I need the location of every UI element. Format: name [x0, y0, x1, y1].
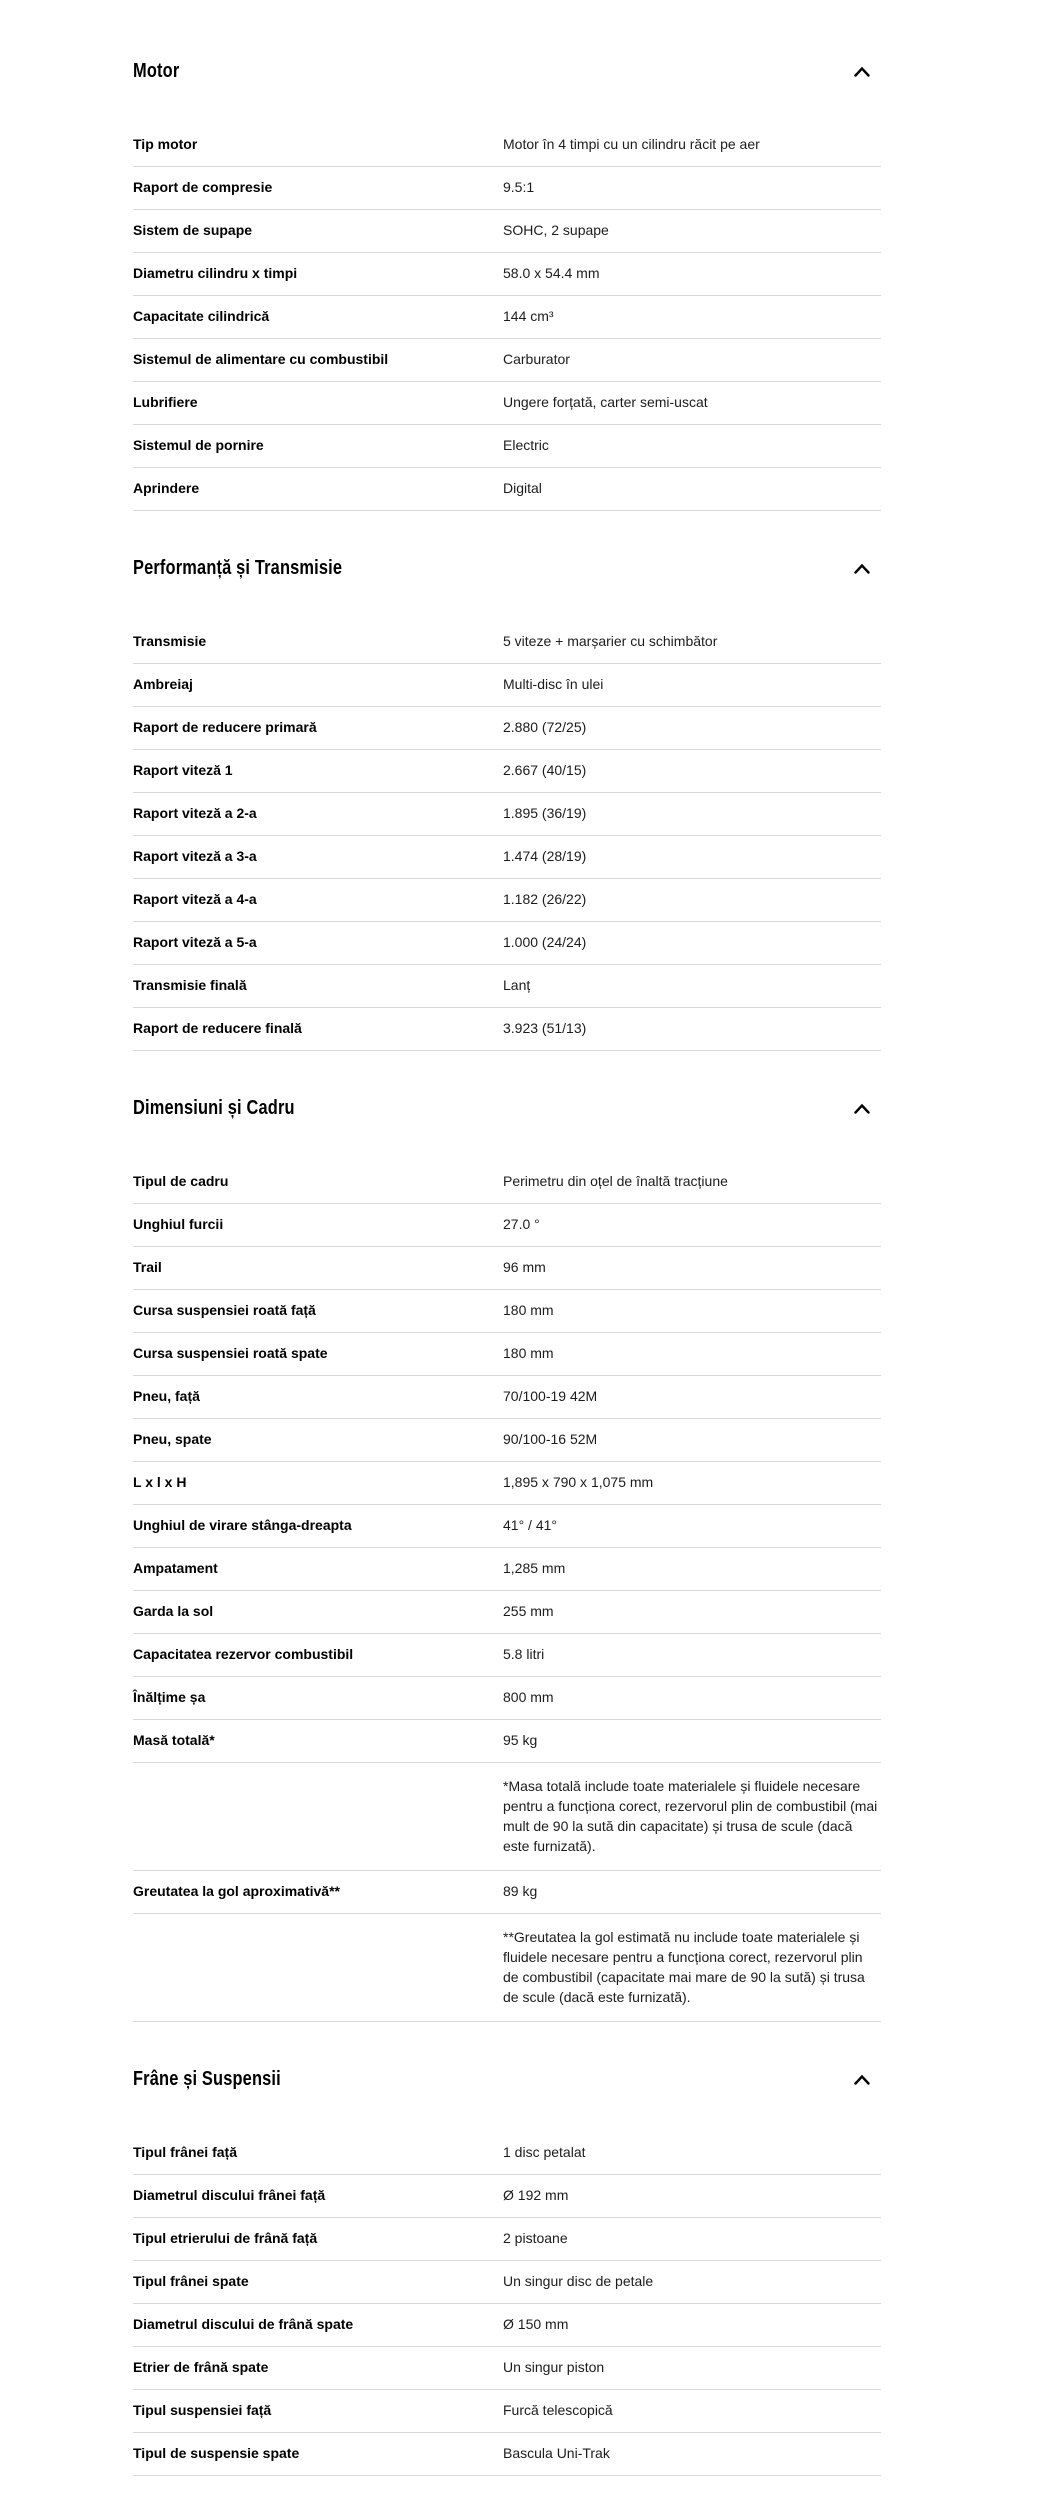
spec-row — [133, 2132, 881, 2175]
spec-label: L x l x H — [133, 1474, 187, 1490]
spec-value: 180 mm — [503, 1302, 554, 1318]
spec-value: 1.474 (28/19) — [503, 848, 587, 864]
spec-row — [133, 879, 881, 922]
spec-row — [133, 1634, 881, 1677]
spec-row — [133, 836, 881, 879]
spec-value: 89 kg — [503, 1883, 538, 1899]
spec-value: 5 viteze + marșarier cu schimbător — [503, 633, 718, 649]
spec-label: Pneu, față — [133, 1388, 200, 1404]
spec-value: SOHC, 2 supape — [503, 222, 609, 238]
spec-row — [133, 1591, 881, 1634]
spec-value: **Greutatea la gol estimată nu include toate materialele și fluidele necesare pentru a funcționa corect, rezervorul plin de combustibil (capacitate mai mare de 90 la sută) și trusa de scule (dacă este furnizată). — [503, 1929, 865, 2005]
spec-value: 2 pistoane — [503, 2230, 568, 2246]
spec-value: 70/100-19 42M — [503, 1388, 598, 1404]
spec-label: Raport viteză a 4-a — [133, 891, 257, 907]
collapse-section-button[interactable] — [854, 563, 870, 574]
spec-row — [133, 1333, 881, 1376]
spec-value: Ø 150 mm — [503, 2316, 569, 2332]
spec-label: Lubrifiere — [133, 394, 198, 410]
spec-row — [133, 664, 881, 707]
spec-label: Raport viteză a 3-a — [133, 848, 257, 864]
spec-row — [133, 1290, 881, 1333]
spec-value: 1,895 x 790 x 1,075 mm — [503, 1474, 654, 1490]
spec-row — [133, 2390, 881, 2433]
spec-label: Capacitate cilindrică — [133, 308, 270, 324]
spec-value: 2.880 (72/25) — [503, 719, 587, 735]
spec-value: *Masa totală include toate materialele și fluidele necesare pentru a funcționa corect, rezervorul plin de combustibil (mai mult de 90 la sută din capacitate) și trusa de scule (dacă este furnizată). — [503, 1778, 878, 1854]
spec-row — [133, 167, 881, 210]
section-header[interactable] — [133, 1051, 881, 1161]
spec-value: Digital — [503, 480, 542, 496]
section-rows — [133, 2132, 881, 2476]
spec-value: Carburator — [503, 351, 570, 367]
spec-value: 27.0 ° — [503, 1216, 540, 1232]
spec-value: 9.5:1 — [503, 179, 535, 195]
spec-label: Tipul frânei spate — [133, 2273, 249, 2289]
spec-label: Garda la sol — [133, 1603, 214, 1619]
chevron-up-icon — [854, 563, 870, 574]
spec-label: Raport viteză a 2-a — [133, 805, 257, 821]
spec-value: 1,285 mm — [503, 1560, 566, 1576]
chevron-up-icon — [854, 2074, 870, 2085]
spec-row — [133, 1763, 881, 1871]
spec-row — [133, 2261, 881, 2304]
spec-label: Sistem de supape — [133, 222, 253, 238]
spec-section — [133, 58, 881, 511]
spec-value: 2.667 (40/15) — [503, 762, 587, 778]
spec-value: Bascula Uni-Trak — [503, 2445, 610, 2461]
spec-row — [133, 1505, 881, 1548]
collapse-section-button[interactable] — [854, 2074, 870, 2085]
spec-row — [133, 1008, 881, 1051]
spec-value: 800 mm — [503, 1689, 554, 1705]
spec-label: Înălțime șa — [133, 1689, 206, 1705]
section-rows — [133, 1161, 881, 2022]
spec-label: Raport de compresie — [133, 179, 273, 195]
spec-label: Pneu, spate — [133, 1431, 212, 1447]
spec-row — [133, 1376, 881, 1419]
spec-row — [133, 750, 881, 793]
spec-value: Multi-disc în ulei — [503, 676, 604, 692]
section-title: Frâne și Suspensii — [133, 2068, 281, 2090]
section-header[interactable] — [133, 2022, 881, 2132]
spec-section — [133, 1051, 881, 2022]
spec-row — [133, 296, 881, 339]
spec-label: Unghiul furcii — [133, 1216, 224, 1232]
section-rows — [133, 621, 881, 1051]
spec-label: Tipul frânei față — [133, 2144, 237, 2160]
spec-label: Diametrul discului de frână spate — [133, 2316, 354, 2332]
spec-value: Perimetru din oțel de înaltă tracțiune — [503, 1173, 728, 1189]
spec-row — [133, 339, 881, 382]
spec-label: Sistemul de pornire — [133, 437, 264, 453]
spec-label: Unghiul de virare stânga-dreapta — [133, 1517, 352, 1533]
spec-row — [133, 468, 881, 511]
spec-value: Electric — [503, 437, 549, 453]
spec-row — [133, 210, 881, 253]
collapse-section-button[interactable] — [854, 66, 870, 77]
spec-label: Tipul suspensiei față — [133, 2402, 272, 2418]
spec-value: 1.000 (24/24) — [503, 934, 587, 950]
spec-value: 1.182 (26/22) — [503, 891, 587, 907]
spec-label: Raport viteză 1 — [133, 762, 233, 778]
spec-row — [133, 922, 881, 965]
spec-label: Diametrul discului frânei față — [133, 2187, 326, 2203]
spec-label: Tipul de cadru — [133, 1173, 229, 1189]
spec-sections — [133, 58, 881, 2476]
spec-row — [133, 1462, 881, 1505]
spec-label: Raport viteză a 5-a — [133, 934, 257, 950]
spec-label: Transmisie — [133, 633, 207, 649]
spec-row — [133, 2304, 881, 2347]
spec-value: 3.923 (51/13) — [503, 1020, 587, 1036]
section-header[interactable] — [133, 511, 881, 621]
spec-label: Tip motor — [133, 136, 198, 152]
spec-value: 144 cm³ — [503, 308, 554, 324]
spec-row — [133, 382, 881, 425]
spec-label: Ambreiaj — [133, 676, 193, 692]
spec-label: Sistemul de alimentare cu combustibil — [133, 351, 389, 367]
spec-value: 1 disc petalat — [503, 2144, 586, 2160]
spec-value: 58.0 x 54.4 mm — [503, 265, 600, 281]
spec-label: Transmisie finală — [133, 977, 247, 993]
spec-value: Furcă telescopică — [503, 2402, 613, 2418]
spec-row — [133, 253, 881, 296]
spec-value: Ø 192 mm — [503, 2187, 569, 2203]
spec-label: Cursa suspensiei roată spate — [133, 1345, 328, 1361]
spec-value: Lanț — [503, 977, 531, 993]
spec-row — [133, 621, 881, 664]
spec-value: Ungere forțată, carter semi-uscat — [503, 394, 708, 410]
spec-section — [133, 2022, 881, 2476]
spec-row — [133, 793, 881, 836]
spec-label: Tipul de suspensie spate — [133, 2445, 300, 2461]
section-header[interactable] — [133, 58, 881, 124]
spec-row — [133, 965, 881, 1008]
spec-label: Raport de reducere primară — [133, 719, 317, 735]
section-title: Motor — [133, 60, 180, 82]
spec-row — [133, 1204, 881, 1247]
spec-value: 5.8 litri — [503, 1646, 545, 1662]
spec-label: Raport de reducere finală — [133, 1020, 302, 1036]
spec-label: Diametru cilindru x timpi — [133, 265, 298, 281]
spec-value: 180 mm — [503, 1345, 554, 1361]
spec-label: Aprindere — [133, 480, 200, 496]
spec-label: Ampatament — [133, 1560, 218, 1576]
spec-row — [133, 1914, 881, 2022]
spec-row — [133, 1871, 881, 1914]
spec-label: Tipul etrierului de frână față — [133, 2230, 318, 2246]
spec-value: 255 mm — [503, 1603, 554, 1619]
spec-row — [133, 2218, 881, 2261]
spec-value: Un singur disc de petale — [503, 2273, 654, 2289]
collapse-section-button[interactable] — [854, 1103, 870, 1114]
spec-row — [133, 1677, 881, 1720]
spec-value: 95 kg — [503, 1732, 538, 1748]
spec-label: Cursa suspensiei roată față — [133, 1302, 316, 1318]
spec-label: Etrier de frână spate — [133, 2359, 269, 2375]
chevron-up-icon — [854, 66, 870, 77]
spec-section — [133, 511, 881, 1051]
spec-row — [133, 1419, 881, 1462]
section-title: Dimensiuni și Cadru — [133, 1097, 295, 1119]
spec-value: 41° / 41° — [503, 1517, 558, 1533]
spec-label: Trail — [133, 1259, 162, 1275]
spec-value: Un singur piston — [503, 2359, 605, 2375]
spec-row — [133, 2175, 881, 2218]
spec-row — [133, 2433, 881, 2476]
spec-row — [133, 124, 881, 167]
spec-value: 96 mm — [503, 1259, 546, 1275]
spec-value: 90/100-16 52M — [503, 1431, 598, 1447]
spec-value: Motor în 4 timpi cu un cilindru răcit pe aer — [503, 136, 760, 152]
section-title: Performanță și Transmisie — [133, 557, 343, 579]
spec-value: 1.895 (36/19) — [503, 805, 587, 821]
spec-label: Greutatea la gol aproximativă** — [133, 1883, 340, 1899]
spec-row — [133, 707, 881, 750]
spec-row — [133, 1720, 881, 1763]
section-rows — [133, 124, 881, 511]
spec-row — [133, 425, 881, 468]
chevron-up-icon — [854, 1103, 870, 1114]
spec-label: Capacitatea rezervor combustibil — [133, 1646, 354, 1662]
spec-row — [133, 1161, 881, 1204]
spec-row — [133, 1247, 881, 1290]
spec-row — [133, 1548, 881, 1591]
spec-label: Masă totală* — [133, 1732, 215, 1748]
spec-row — [133, 2347, 881, 2390]
